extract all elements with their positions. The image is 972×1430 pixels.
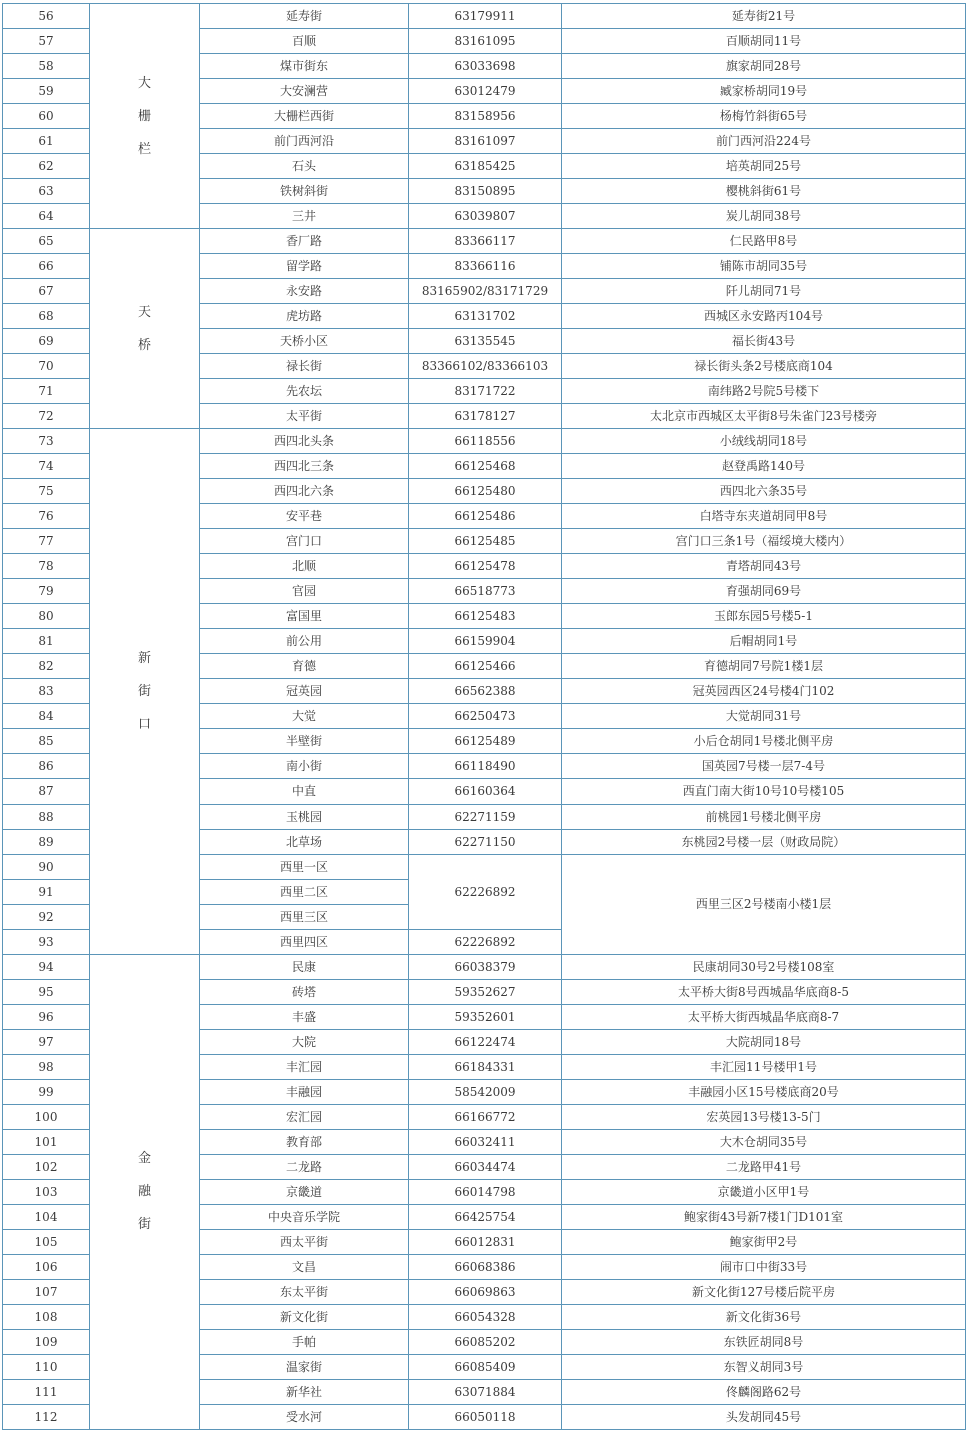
row-number: 86 [3,754,90,779]
row-number: 76 [3,504,90,529]
row-number: 82 [3,654,90,679]
row-number: 92 [3,904,90,929]
phone-number: 63131702 [409,304,562,329]
community-name: 丰汇园 [200,1054,409,1079]
address: 西里三区2号楼南小楼1层 [562,854,966,954]
table-row [3,229,966,254]
subdistrict-name: 金 融 街 [90,954,200,1429]
community-name: 永安路 [200,279,409,304]
address: 小绒线胡同18号 [562,429,966,454]
row-number: 60 [3,104,90,129]
community-name: 富国里 [200,604,409,629]
community-name: 温家街 [200,1354,409,1379]
phone-number: 62226892 [409,929,562,954]
row-number: 66 [3,254,90,279]
address: 杨梅竹斜街65号 [562,104,966,129]
phone-number: 83165902/83171729 [409,279,562,304]
row-number: 62 [3,154,90,179]
phone-number: 66068386 [409,1254,562,1279]
address: 西直门南大街10号10号楼105 [562,779,966,804]
community-name: 虎坊路 [200,304,409,329]
community-name: 民康 [200,954,409,979]
row-number: 101 [3,1129,90,1154]
row-number: 78 [3,554,90,579]
phone-number: 66166772 [409,1104,562,1129]
subdistrict-name: 新 街 口 [90,429,200,954]
address: 大觉胡同31号 [562,704,966,729]
community-name: 禄长街 [200,354,409,379]
row-number: 93 [3,929,90,954]
address: 育德胡同7号院1楼1层 [562,654,966,679]
community-name: 半壁街 [200,729,409,754]
phone-number: 63039807 [409,204,562,229]
phone-number: 59352627 [409,979,562,1004]
community-name: 京畿道 [200,1179,409,1204]
address: 国英园7号楼一层7-4号 [562,754,966,779]
row-number: 105 [3,1229,90,1254]
address: 新文化街36号 [562,1304,966,1329]
address: 太平桥大街8号西城晶华底商8-5 [562,979,966,1004]
community-name: 西四北头条 [200,429,409,454]
community-name: 新华社 [200,1379,409,1404]
community-name: 先农坛 [200,379,409,404]
phone-number: 66032411 [409,1129,562,1154]
row-number: 77 [3,529,90,554]
phone-number: 66014798 [409,1179,562,1204]
phone-number: 66125468 [409,454,562,479]
row-number: 81 [3,629,90,654]
phone-number: 66125485 [409,529,562,554]
phone-number: 66518773 [409,579,562,604]
row-number: 102 [3,1154,90,1179]
row-number: 68 [3,304,90,329]
row-number: 61 [3,129,90,154]
phone-number: 58542009 [409,1079,562,1104]
phone-number: 83150895 [409,179,562,204]
community-name: 丰盛 [200,1004,409,1029]
row-number: 58 [3,54,90,79]
row-number: 69 [3,329,90,354]
address: 大院胡同18号 [562,1029,966,1054]
address: 培英胡同25号 [562,154,966,179]
row-number: 97 [3,1029,90,1054]
address: 冠英园西区24号楼4门102 [562,679,966,704]
address: 民康胡同30号2号楼108室 [562,954,966,979]
community-name: 三井 [200,204,409,229]
community-name: 西里二区 [200,879,409,904]
phone-number: 66125480 [409,479,562,504]
address: 丰融园小区15号楼底商20号 [562,1079,966,1104]
address: 小后仓胡同1号楼北侧平房 [562,729,966,754]
address: 旗家胡同28号 [562,54,966,79]
community-name: 北草场 [200,829,409,854]
phone-number: 83366116 [409,254,562,279]
row-number: 98 [3,1054,90,1079]
community-name: 百顺 [200,29,409,54]
address: 宏英园13号楼13-5门 [562,1104,966,1129]
address: 炭儿胡同38号 [562,204,966,229]
phone-number: 63135545 [409,329,562,354]
table-row [3,4,966,29]
address: 丰汇园11号楼甲1号 [562,1054,966,1079]
community-name: 教育部 [200,1129,409,1154]
address: 鲍家街甲2号 [562,1229,966,1254]
address: 延寿街21号 [562,4,966,29]
community-name: 宏汇园 [200,1104,409,1129]
row-number: 109 [3,1329,90,1354]
row-number: 83 [3,679,90,704]
community-name: 北顺 [200,554,409,579]
phone-number: 66159904 [409,629,562,654]
phone-number: 62226892 [409,854,562,929]
community-name: 大觉 [200,704,409,729]
address: 东铁匠胡同8号 [562,1329,966,1354]
community-name: 西里四区 [200,929,409,954]
row-number: 96 [3,1004,90,1029]
address: 前门西河沿224号 [562,129,966,154]
phone-number: 83161095 [409,29,562,54]
phone-number: 63033698 [409,54,562,79]
row-number: 73 [3,429,90,454]
row-number: 59 [3,79,90,104]
phone-number: 83161097 [409,129,562,154]
phone-number: 63012479 [409,79,562,104]
phone-number: 66012831 [409,1229,562,1254]
phone-number: 66054328 [409,1304,562,1329]
row-number: 56 [3,4,90,29]
row-number: 91 [3,879,90,904]
row-number: 95 [3,979,90,1004]
row-number: 63 [3,179,90,204]
row-number: 89 [3,829,90,854]
address: 玉郎东园5号楼5-1 [562,604,966,629]
community-name: 育德 [200,654,409,679]
phone-number: 66050118 [409,1404,562,1429]
address: 鲍家街43号新7楼1门D101室 [562,1204,966,1229]
phone-number: 66160364 [409,779,562,804]
row-number: 71 [3,379,90,404]
community-name: 留学路 [200,254,409,279]
address: 西四北六条35号 [562,479,966,504]
community-name: 香厂路 [200,229,409,254]
row-number: 108 [3,1304,90,1329]
community-name: 安平巷 [200,504,409,529]
address: 二龙路甲41号 [562,1154,966,1179]
row-number: 87 [3,779,90,804]
row-number: 75 [3,479,90,504]
row-number: 106 [3,1254,90,1279]
phone-number: 66125478 [409,554,562,579]
community-name: 二龙路 [200,1154,409,1179]
community-name: 天桥小区 [200,329,409,354]
community-contact-table [2,3,966,1430]
row-number: 72 [3,404,90,429]
phone-number: 83366117 [409,229,562,254]
row-number: 100 [3,1104,90,1129]
address: 青塔胡同43号 [562,554,966,579]
community-name: 东太平街 [200,1279,409,1304]
address: 樱桃斜街61号 [562,179,966,204]
phone-number: 63178127 [409,404,562,429]
row-number: 110 [3,1354,90,1379]
community-name: 宫门口 [200,529,409,554]
row-number: 79 [3,579,90,604]
row-number: 90 [3,854,90,879]
address: 禄长街头条2号楼底商104 [562,354,966,379]
row-number: 112 [3,1404,90,1429]
table-row [3,954,966,979]
address: 新文化街127号楼后院平房 [562,1279,966,1304]
row-number: 67 [3,279,90,304]
row-number: 84 [3,704,90,729]
community-name: 太平街 [200,404,409,429]
row-number: 85 [3,729,90,754]
community-name: 丰融园 [200,1079,409,1104]
phone-number: 59352601 [409,1004,562,1029]
community-name: 前门西河沿 [200,129,409,154]
row-number: 107 [3,1279,90,1304]
community-name: 砖塔 [200,979,409,1004]
community-name: 大安澜营 [200,79,409,104]
subdistrict-name: 大 栅 栏 [90,4,200,229]
phone-number: 62271159 [409,804,562,829]
phone-number: 66085202 [409,1329,562,1354]
phone-number: 66125489 [409,729,562,754]
phone-number: 66184331 [409,1054,562,1079]
phone-number: 66122474 [409,1029,562,1054]
community-name: 西四北六条 [200,479,409,504]
row-number: 64 [3,204,90,229]
phone-number: 83366102/83366103 [409,354,562,379]
community-name: 中央音乐学院 [200,1204,409,1229]
address: 前桃园1号楼北侧平房 [562,804,966,829]
address: 福长街43号 [562,329,966,354]
phone-number: 62271150 [409,829,562,854]
phone-number: 66562388 [409,679,562,704]
phone-number: 63185425 [409,154,562,179]
phone-number: 66069863 [409,1279,562,1304]
row-number: 70 [3,354,90,379]
phone-number: 66250473 [409,704,562,729]
phone-number: 66125486 [409,504,562,529]
phone-number: 83171722 [409,379,562,404]
community-name: 西里三区 [200,904,409,929]
address: 铺陈市胡同35号 [562,254,966,279]
address: 佟麟阁路62号 [562,1379,966,1404]
subdistrict-name: 天 桥 [90,229,200,429]
address: 太平桥大街西城晶华底商8-7 [562,1004,966,1029]
address: 后帽胡同1号 [562,629,966,654]
table-row [3,429,966,454]
row-number: 65 [3,229,90,254]
phone-number: 63179911 [409,4,562,29]
community-name: 玉桃园 [200,804,409,829]
community-name: 大院 [200,1029,409,1054]
phone-number: 66085409 [409,1354,562,1379]
phone-number: 66034474 [409,1154,562,1179]
row-number: 88 [3,804,90,829]
phone-number: 63071884 [409,1379,562,1404]
phone-number: 66118556 [409,429,562,454]
address: 宫门口三条1号（福绥境大楼内） [562,529,966,554]
row-number: 104 [3,1204,90,1229]
community-name: 西太平街 [200,1229,409,1254]
community-name: 南小街 [200,754,409,779]
row-number: 57 [3,29,90,54]
community-name: 官园 [200,579,409,604]
address: 百顺胡同11号 [562,29,966,54]
row-number: 99 [3,1079,90,1104]
row-number: 111 [3,1379,90,1404]
address: 头发胡同45号 [562,1404,966,1429]
address: 东智义胡同3号 [562,1354,966,1379]
phone-number: 66038379 [409,954,562,979]
address: 京畿道小区甲1号 [562,1179,966,1204]
table-body [3,4,966,1430]
community-name: 延寿街 [200,4,409,29]
community-name: 冠英园 [200,679,409,704]
address: 闹市口中街33号 [562,1254,966,1279]
phone-number: 83158956 [409,104,562,129]
community-name: 西里一区 [200,854,409,879]
community-name: 受水河 [200,1404,409,1429]
row-number: 94 [3,954,90,979]
community-name: 煤市街东 [200,54,409,79]
community-name: 新文化街 [200,1304,409,1329]
community-name: 大栅栏西街 [200,104,409,129]
community-name: 石头 [200,154,409,179]
row-number: 80 [3,604,90,629]
phone-number: 66425754 [409,1204,562,1229]
address: 臧家桥胡同19号 [562,79,966,104]
address: 阡儿胡同71号 [562,279,966,304]
address: 西城区永安路丙104号 [562,304,966,329]
phone-number: 66118490 [409,754,562,779]
row-number: 74 [3,454,90,479]
address: 大木仓胡同35号 [562,1129,966,1154]
phone-number: 66125483 [409,604,562,629]
community-name: 中直 [200,779,409,804]
phone-number: 66125466 [409,654,562,679]
community-name: 手帕 [200,1329,409,1354]
address: 白塔寺东夹道胡同甲8号 [562,504,966,529]
address: 育强胡同69号 [562,579,966,604]
address: 南纬路2号院5号楼下 [562,379,966,404]
community-name: 西四北三条 [200,454,409,479]
community-name: 前公用 [200,629,409,654]
address: 太北京市西城区太平街8号朱雀门23号楼旁 [562,404,966,429]
community-name: 铁树斜街 [200,179,409,204]
community-name: 文昌 [200,1254,409,1279]
address: 东桃园2号楼一层（财政局院） [562,829,966,854]
address: 仁民路甲8号 [562,229,966,254]
address: 赵登禹路140号 [562,454,966,479]
row-number: 103 [3,1179,90,1204]
